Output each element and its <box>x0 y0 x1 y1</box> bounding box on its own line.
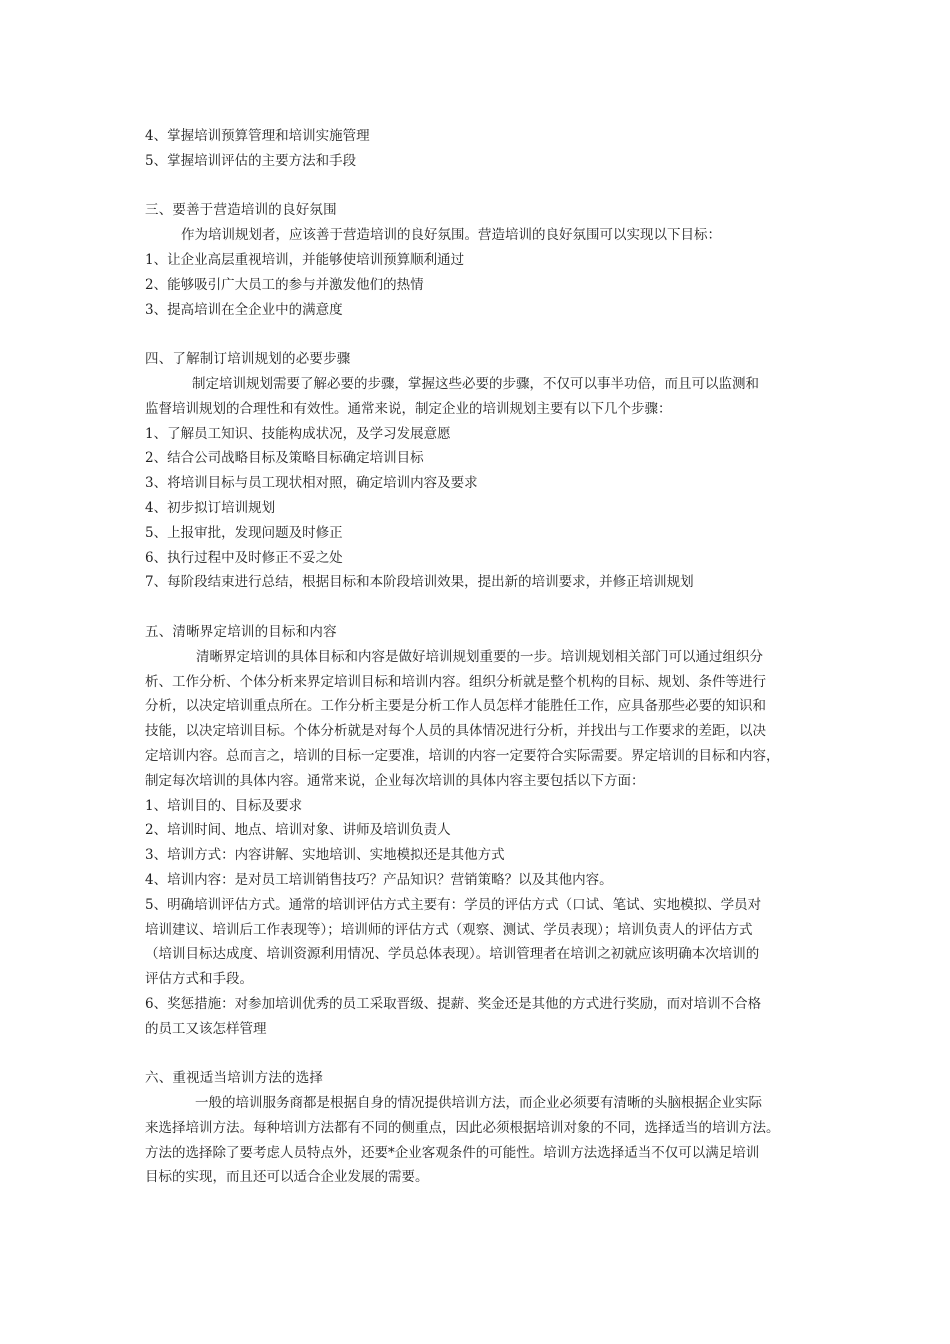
document-body <box>145 124 815 1190</box>
paragraph-line: 清晰界定培训的具体目标和内容是做好培训规划重要的一步。培训规划相关部门可以通过组织分 <box>196 648 763 665</box>
list-item: 3、提高培训在全企业中的满意度 <box>145 301 343 318</box>
section-heading: 五、清晰界定培训的目标和内容 <box>145 623 337 640</box>
paragraph-line: 制定每次培训的具体内容。通常来说，企业每次培训的具体内容主要包括以下方面： <box>145 772 645 789</box>
list-item: 5、上报审批，发现问题及时修正 <box>145 524 343 541</box>
list-item: 1、培训目的、目标及要求 <box>145 797 303 814</box>
list-item: 3、将培训目标与员工现状相对照，确定培训内容及要求 <box>145 475 478 492</box>
section-heading: 三、要善于营造培训的良好氛围 <box>145 202 337 219</box>
paragraph-line: 作为培训规划者，应该善于营造培训的良好氛围。营造培训的良好氛围可以实现以下目标： <box>181 227 721 244</box>
paragraph-line: 监督培训规划的合理性和有效性。通常来说，制定企业的培训规划主要有以下几个步骤： <box>145 400 672 417</box>
list-item: 2、培训时间、地点、培训对象、讲师及培训负责人 <box>145 822 451 839</box>
paragraph-line: 技能，以决定培训目标。个体分析就是对每个人员的具体情况进行分析，并找出与工作要求的差距，以决 <box>145 723 766 740</box>
list-item: 6、奖惩措施：对参加培训优秀的员工采取晋级、提薪、奖金还是其他的方式进行奖励，而对培训不合格 <box>145 995 762 1012</box>
paragraph-gap <box>145 322 815 347</box>
paragraph-line: 析、工作分析、个体分析来界定培训目标和培训内容。组织分析就是整个机构的目标、规划、条件等进行 <box>145 673 766 690</box>
list-item: 3、培训方式：内容讲解、实地培训、实地模拟还是其他方式 <box>145 847 505 864</box>
paragraph-line: 目标的实现，而且还可以适合企业发展的需要。 <box>145 1169 429 1186</box>
paragraph-gap <box>145 1041 815 1066</box>
list-item: 1、了解员工知识、技能构成状况，及学习发展意愿 <box>145 425 451 442</box>
paragraph-line: 来选择培训方法。每种培训方法都有不同的侧重点，因此必须根据培训对象的不同，选择适当的培训方法。 <box>145 1119 780 1136</box>
paragraph-line: 一般的培训服务商都是根据自身的情况提供培训方法，而企业必须要有清晰的头脑根据企业实际 <box>195 1095 762 1112</box>
list-item: 7、每阶段结束进行总结，根据目标和本阶段培训效果，提出新的培训要求，并修正培训规划 <box>145 574 694 591</box>
list-item-continuation: 的员工又该怎样管理 <box>145 1020 267 1037</box>
list-item: 2、能够吸引广大员工的参与并激发他们的热情 <box>145 276 424 293</box>
paragraph-line: 分析，以决定培训重点所在。工作分析主要是分析工作人员怎样才能胜任工作，应具备那些必要的知识和 <box>145 698 766 715</box>
section-heading: 六、重视适当培训方法的选择 <box>145 1070 324 1087</box>
list-item: 4、培训内容：是对员工培训销售技巧？产品知识？营销策略？以及其他内容。 <box>145 871 613 888</box>
list-item-continuation: 培训建议、培训后工作表现等）；培训师的评估方式（观察、测试、学员表现）；培训负责人的评估方式 <box>145 921 753 938</box>
list-item: 4、初步拟订培训规划 <box>145 499 276 516</box>
list-item: 2、结合公司战略目标及策略目标确定培训目标 <box>145 450 424 467</box>
list-item: 5、明确培训评估方式。通常的培训评估方式主要有：学员的评估方式（口试、笔试、实地模拟、学员对 <box>145 896 762 913</box>
paragraph-gap <box>145 595 815 620</box>
paragraph-gap <box>145 174 815 199</box>
list-item-continuation: 评估方式和手段。 <box>145 971 253 988</box>
list-item: 4、掌握培训预算管理和培训实施管理 <box>145 128 370 144</box>
list-item-continuation: （培训目标达成度、培训资源利用情况、学员总体表现）。培训管理者在培训之初就应该明确本次培训的 <box>145 946 760 963</box>
section-heading: 四、了解制订培训规划的必要步骤 <box>145 351 351 368</box>
paragraph-line: 制定培训规划需要了解必要的步骤，掌握这些必要的步骤，不仅可以事半功倍，而且可以监测和 <box>192 375 759 392</box>
list-item: 6、执行过程中及时修正不妥之处 <box>145 549 343 566</box>
list-item: 5、掌握培训评估的主要方法和手段 <box>145 152 357 169</box>
paragraph-line: 方法的选择除了要考虑人员特点外，还要*企业客观条件的可能性。培训方法选择适当不仅可以满足培训 <box>145 1144 760 1161</box>
list-item: 1、让企业高层重视培训，并能够使培训预算顺利通过 <box>145 251 465 268</box>
paragraph-line: 定培训内容。总而言之，培训的目标一定要准，培训的内容一定要符合实际需要。界定培训的目标和内容， <box>145 747 780 764</box>
